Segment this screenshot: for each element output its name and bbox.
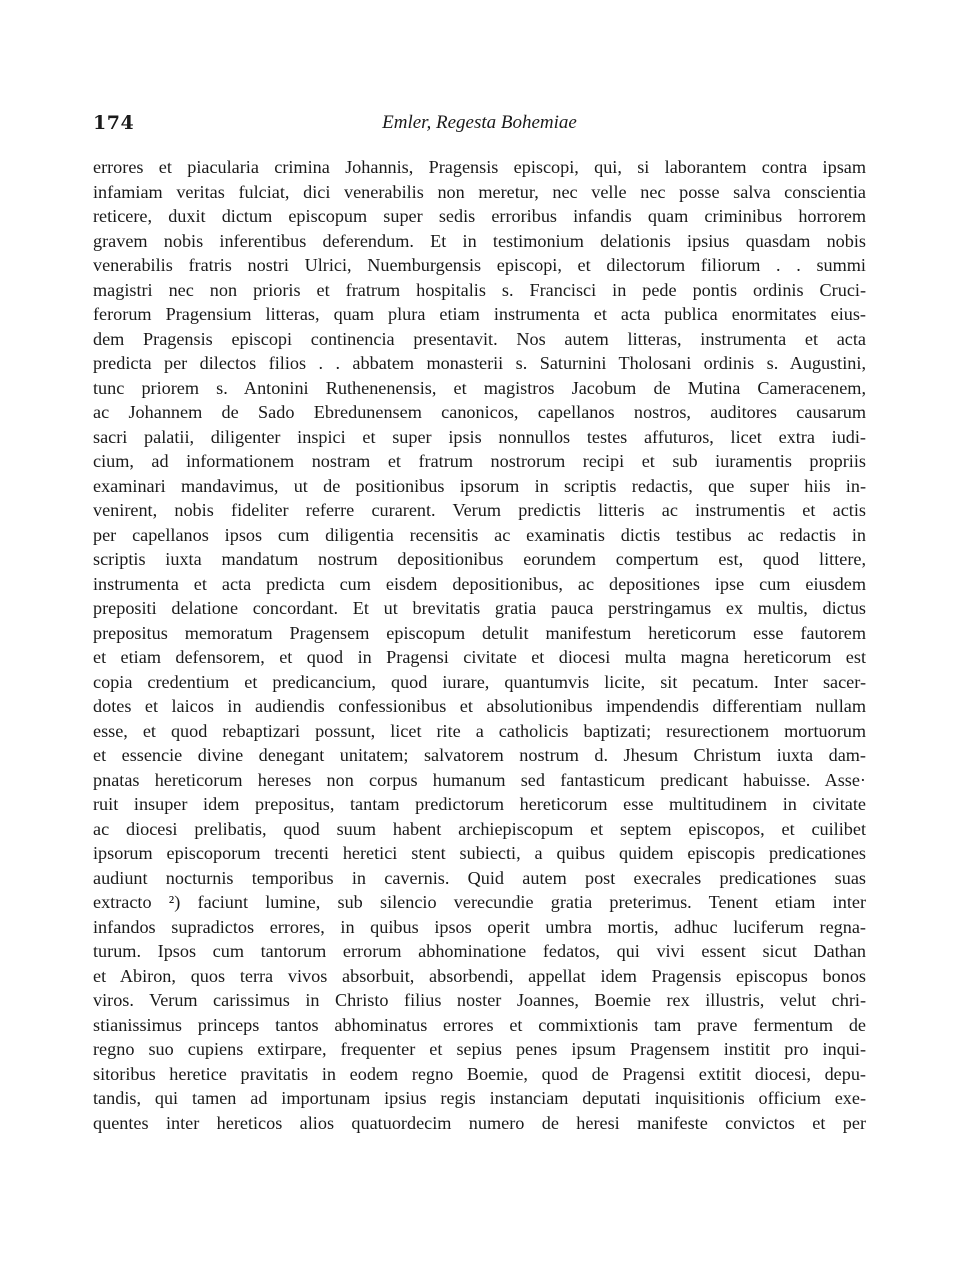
text-line: dem Pragensis episcopi continencia presentavit. Nos autem litteras, instrumenta et acta — [93, 328, 866, 349]
page-number: 174 — [93, 112, 135, 134]
text-line: prepositus memoratum Pragensem episcopum detulit manifestum hereticorum esse fautorem — [93, 622, 866, 643]
text-line: tunc priorem s. Antonini Ruthenenensis, et magistros Jacobum de Mutina Cameracenem, — [93, 377, 866, 398]
text-line: venirent, nobis fideliter referre curarent. Verum predictis litteris ac instrumentis et actis — [93, 500, 866, 520]
text-line: infamiam veritas fulciat, dici venerabilis non meretur, nec velle nec posse salva conscientia — [93, 181, 866, 202]
text-line: et Abiron, quos terra vivos absorbuit, absorbendi, appellat idem Pragensis episcopus bonos — [93, 965, 866, 986]
text-line: reticere, duxit dictum episcopum super sedis erroribus infandis quam criminibus horrorem — [93, 206, 866, 226]
text-line: ac diocesi prelibatis, quod suum habent archiepiscopum et septem episcopos, et cuilibet — [93, 818, 866, 839]
text-line: extracto ²) faciunt lumine, sub silencio verecundie gratia preterimus. Tenent etiam inter — [93, 892, 866, 912]
text-line: sitoribus heretice pravitatis in eodem regno Boemie, quod de Pragensi extitit diocesi, depu- — [93, 1063, 866, 1084]
text-line: sacri palatii, diligenter inspici et super ipsis nonnullos testes affuturos, licet extra iudi- — [93, 426, 866, 447]
text-line: ferorum Pragensium litteras, quam plura etiam instrumenta et acta publica enormitates eius- — [93, 304, 866, 324]
text-line: errores et piacularia crimina Johannis, Pragensis episcopi, qui, si laborantem contra ipsam — [93, 157, 866, 177]
text-line: et essencie divine denegant unitatem; salvatorem nostrum d. Jhesum Christum iuxta dam- — [93, 745, 866, 765]
text-line: tandis, qui tamen ad importunam ipsius regis instanciam deputati inquisitionis officium exe- — [93, 1088, 866, 1108]
text-line: stianissimus princeps tantos abhominatus errores et commixtionis tam prave fermentum de — [93, 1014, 866, 1035]
text-line: ruit insuper idem prepositus, tantam predictorum hereticorum esse multitudinem in civitate — [93, 794, 866, 814]
text-line: regno suo cupiens extirpare, frequenter et sepius penes ipsum Pragensem institit pro inqui- — [93, 1039, 866, 1059]
text-line: magistri nec non prioris et fratrum hospitalis s. Francisci in pede pontis ordinis Cruci- — [93, 279, 866, 300]
text-line: predicta per dilectos filios . . abbatem monasterii s. Saturnini Tholosani ordinis s. Augustini, — [93, 353, 866, 373]
text-line: quentes inter hereticos alios quatuordecim numero de heresi manifeste convictos et per — [93, 1112, 866, 1133]
text-line: audiunt nocturnis temporibus in cavernis. Quid autem post execrales predicationes suas — [93, 867, 866, 888]
page-header — [93, 112, 866, 138]
text-line: et etiam defensorem, et quod in Pragensi civitate et diocesi multa magna hereticorum est — [93, 647, 866, 667]
text-line: ac Johannem de Sado Ebredunensem canonicos, capellanos nostros, auditores causarum — [93, 402, 866, 422]
text-line: venerabilis fratris nostri Ulrici, Nuemburgensis episcopi, et dilectorum filiorum . . summi — [93, 255, 866, 275]
text-line: ipsorum episcoporum trecenti heretici stent subiecti, a quibus quidem episcopis predicationes — [93, 843, 866, 863]
text-line: scriptis iuxta mandatum nostrum depositionibus eorundem compertum est, quod littere, — [93, 549, 866, 569]
text-line: cium, ad informationem nostram et fratrum nostrorum recipi et sub iuramentis propriis — [93, 451, 866, 471]
text-line: infandos supradictos errores, in quibus ipsos operit umbra mortis, adhuc luciferum regna- — [93, 916, 866, 937]
text-line: dotes et laicos in audiendis confessionibus et absolutionibus impendendis differentiam nullam — [93, 696, 866, 716]
text-line: per capellanos ipsos cum diligentia recensitis ac examinatis dictis testibus ac redactis in — [93, 524, 866, 545]
running-title: Emler, Regesta Bohemiae — [382, 112, 577, 133]
text-line: turum. Ipsos cum tantorum errorum abhominatione fedatos, qui vivi essent sicut Dathan — [93, 941, 866, 961]
text-line: gravem nobis inferentibus deferendum. Et in testimonium delationis ipsius quasdam nobis — [93, 230, 866, 251]
text-line: prepositi delatione concordant. Et ut brevitatis gratia pauca perstringamus ex multis, dictus — [93, 598, 866, 618]
text-line: esse, et quod rebaptizari possunt, licet rite a catholicis baptizati; resurectionem mortuorum — [93, 720, 866, 741]
body-text — [93, 155, 866, 1135]
text-line: instrumenta et acta predicta cum eisdem depositionibus, ac depositiones ipse cum eiusdem — [93, 573, 866, 594]
text-line: examinari mandavimus, ut de positionibus ipsorum in scriptis redactis, que super hiis in- — [93, 475, 866, 496]
text-line: pnatas hereticorum hereses non corpus humanum sed fantasticum predicant habuisse. Asse· — [93, 769, 866, 790]
text-line: viros. Verum carissimus in Christo filius noster Joannes, Boemie rex illustris, velut chri- — [93, 990, 866, 1010]
text-line: copia credentium et predicancium, quod iurare, quantumvis licite, sit pecatum. Inter sacer- — [93, 671, 866, 692]
